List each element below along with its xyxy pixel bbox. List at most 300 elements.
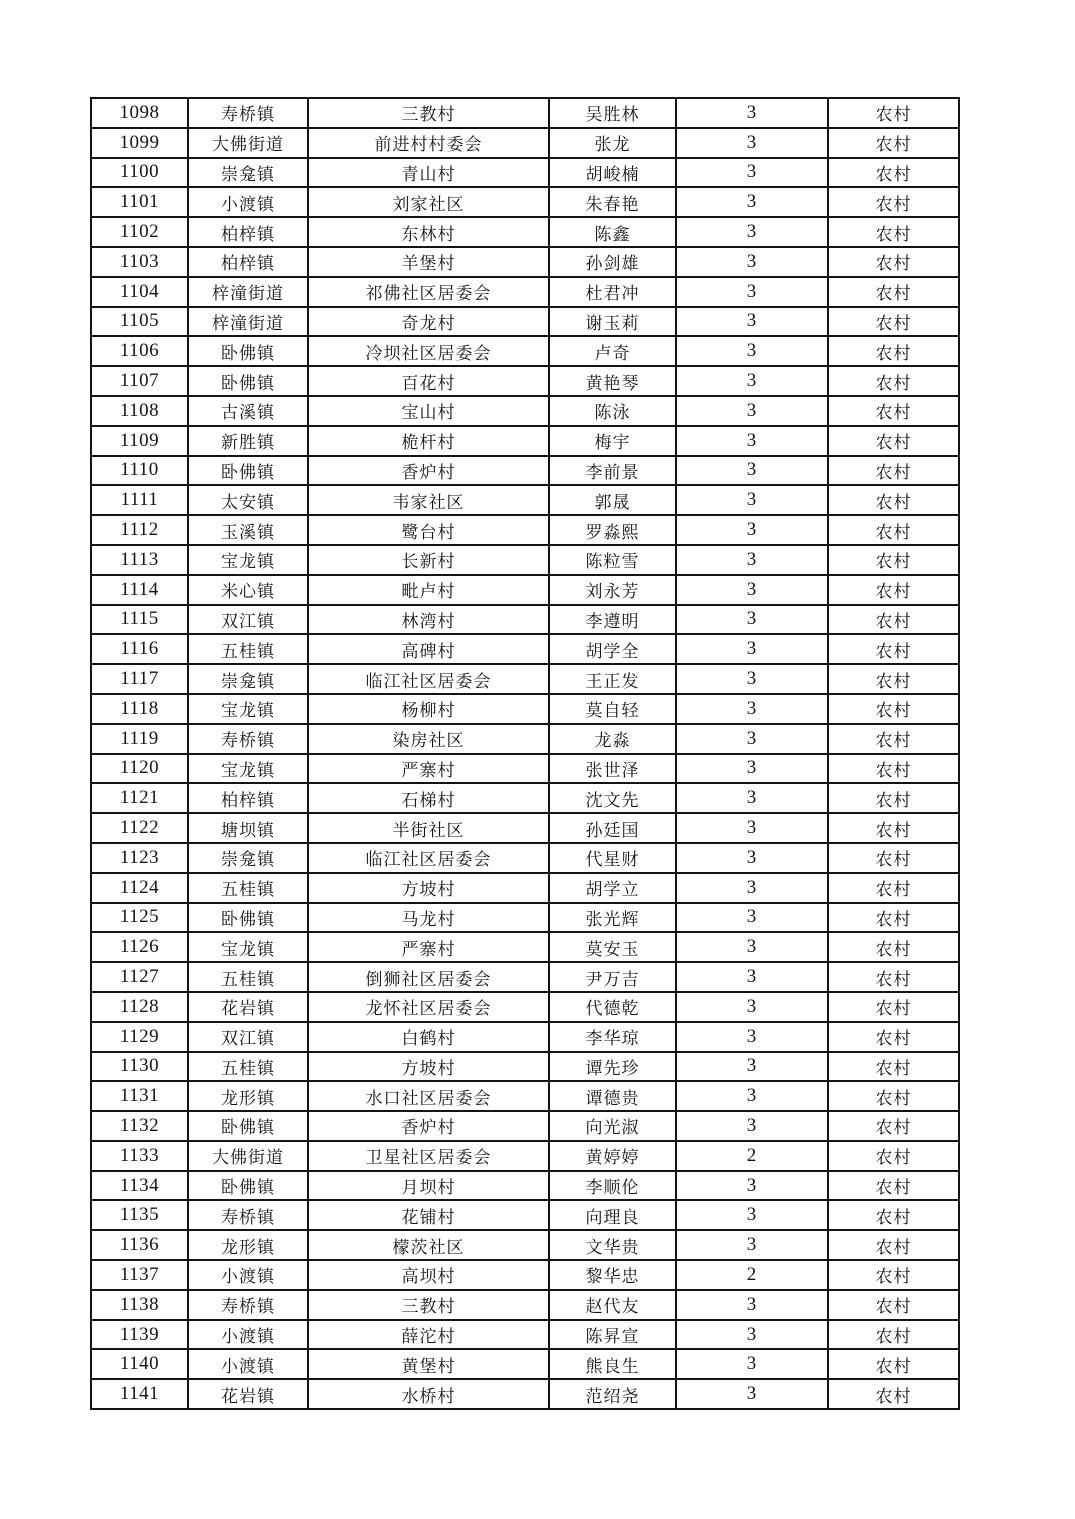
table-row: [91, 843, 959, 873]
cell-village: 薛沱村: [308, 1320, 549, 1350]
cell-area-type: 农村: [828, 128, 959, 158]
cell-area-type: 农村: [828, 783, 959, 813]
cell-village: 水桥村: [308, 1379, 549, 1409]
cell-count: 3: [676, 1379, 828, 1409]
cell-village: 冷坝社区居委会: [308, 336, 549, 366]
cell-town: 五桂镇: [188, 873, 308, 903]
table-row: [91, 962, 959, 992]
cell-person-name: 刘永芳: [549, 575, 676, 605]
cell-serial-number: 1111: [91, 485, 188, 515]
cell-village: 高坝村: [308, 1260, 549, 1290]
cell-town: 龙形镇: [188, 1081, 308, 1111]
table-row: [91, 1111, 959, 1141]
table-row: [91, 783, 959, 813]
table-row: [91, 1349, 959, 1379]
cell-serial-number: 1110: [91, 456, 188, 486]
cell-serial-number: 1135: [91, 1200, 188, 1230]
cell-area-type: 农村: [828, 485, 959, 515]
cell-count: 3: [676, 336, 828, 366]
cell-count: 3: [676, 1320, 828, 1350]
table-row: [91, 932, 959, 962]
table-row: [91, 1052, 959, 1082]
table-row: [91, 813, 959, 843]
cell-person-name: 代德乾: [549, 992, 676, 1022]
cell-count: 3: [676, 1171, 828, 1201]
cell-serial-number: 1141: [91, 1379, 188, 1409]
cell-serial-number: 1139: [91, 1320, 188, 1350]
cell-village: 水口社区居委会: [308, 1081, 549, 1111]
cell-village: 桅杆村: [308, 426, 549, 456]
cell-serial-number: 1126: [91, 932, 188, 962]
cell-area-type: 农村: [828, 366, 959, 396]
cell-town: 崇龛镇: [188, 843, 308, 873]
cell-serial-number: 1131: [91, 1081, 188, 1111]
cell-village: 龙怀社区居委会: [308, 992, 549, 1022]
cell-person-name: 文华贵: [549, 1230, 676, 1260]
cell-person-name: 罗淼熙: [549, 515, 676, 545]
cell-village: 羊堡村: [308, 247, 549, 277]
cell-count: 3: [676, 1290, 828, 1320]
table-row: [91, 98, 959, 128]
cell-person-name: 陈鑫: [549, 217, 676, 247]
cell-town: 梓潼街道: [188, 307, 308, 337]
cell-village: 青山村: [308, 158, 549, 188]
cell-area-type: 农村: [828, 903, 959, 933]
cell-count: 3: [676, 426, 828, 456]
cell-count: 3: [676, 545, 828, 575]
cell-village: 毗卢村: [308, 575, 549, 605]
cell-serial-number: 1098: [91, 98, 188, 128]
table-row: [91, 277, 959, 307]
cell-serial-number: 1099: [91, 128, 188, 158]
cell-count: 3: [676, 783, 828, 813]
cell-town: 宝龙镇: [188, 545, 308, 575]
cell-serial-number: 1127: [91, 962, 188, 992]
cell-count: 3: [676, 962, 828, 992]
cell-person-name: 胡学立: [549, 873, 676, 903]
cell-village: 祁佛社区居委会: [308, 277, 549, 307]
cell-serial-number: 1121: [91, 783, 188, 813]
cell-person-name: 黎华忠: [549, 1260, 676, 1290]
cell-village: 林湾村: [308, 605, 549, 635]
table-row: [91, 724, 959, 754]
cell-count: 3: [676, 1200, 828, 1230]
cell-town: 寿桥镇: [188, 1200, 308, 1230]
cell-count: 3: [676, 605, 828, 635]
cell-town: 古溪镇: [188, 396, 308, 426]
cell-count: 3: [676, 515, 828, 545]
cell-area-type: 农村: [828, 158, 959, 188]
cell-person-name: 谭先珍: [549, 1052, 676, 1082]
cell-count: 3: [676, 694, 828, 724]
cell-count: 3: [676, 1022, 828, 1052]
cell-count: 3: [676, 1081, 828, 1111]
cell-serial-number: 1115: [91, 605, 188, 635]
cell-village: 杨柳村: [308, 694, 549, 724]
cell-count: 3: [676, 187, 828, 217]
cell-serial-number: 1137: [91, 1260, 188, 1290]
cell-person-name: 谭德贵: [549, 1081, 676, 1111]
cell-serial-number: 1125: [91, 903, 188, 933]
cell-town: 寿桥镇: [188, 1290, 308, 1320]
cell-area-type: 农村: [828, 277, 959, 307]
table-row: [91, 873, 959, 903]
cell-town: 卧佛镇: [188, 1171, 308, 1201]
cell-village: 黄堡村: [308, 1349, 549, 1379]
cell-person-name: 吴胜林: [549, 98, 676, 128]
cell-person-name: 陈昇宣: [549, 1320, 676, 1350]
cell-area-type: 农村: [828, 605, 959, 635]
cell-village: 高碑村: [308, 634, 549, 664]
cell-count: 3: [676, 158, 828, 188]
cell-count: 3: [676, 456, 828, 486]
table-row: [91, 1171, 959, 1201]
cell-village: 三教村: [308, 98, 549, 128]
cell-serial-number: 1102: [91, 217, 188, 247]
cell-count: 3: [676, 843, 828, 873]
cell-area-type: 农村: [828, 932, 959, 962]
cell-serial-number: 1132: [91, 1111, 188, 1141]
cell-person-name: 梅宇: [549, 426, 676, 456]
cell-person-name: 朱春艳: [549, 187, 676, 217]
table-row: [91, 396, 959, 426]
cell-village: 香炉村: [308, 456, 549, 486]
cell-serial-number: 1122: [91, 813, 188, 843]
cell-town: 小渡镇: [188, 1349, 308, 1379]
cell-village: 月坝村: [308, 1171, 549, 1201]
cell-serial-number: 1106: [91, 336, 188, 366]
cell-village: 临江社区居委会: [308, 664, 549, 694]
cell-count: 3: [676, 366, 828, 396]
cell-area-type: 农村: [828, 1379, 959, 1409]
cell-town: 寿桥镇: [188, 98, 308, 128]
cell-person-name: 尹万吉: [549, 962, 676, 992]
table-row: [91, 634, 959, 664]
cell-count: 3: [676, 634, 828, 664]
table-row: [91, 605, 959, 635]
cell-person-name: 代星财: [549, 843, 676, 873]
cell-person-name: 范绍尧: [549, 1379, 676, 1409]
cell-person-name: 王正发: [549, 664, 676, 694]
table-row: [91, 217, 959, 247]
cell-person-name: 卢奇: [549, 336, 676, 366]
table-row: [91, 515, 959, 545]
cell-count: 3: [676, 247, 828, 277]
cell-town: 五桂镇: [188, 962, 308, 992]
table-row: [91, 575, 959, 605]
cell-area-type: 农村: [828, 187, 959, 217]
cell-village: 方坡村: [308, 873, 549, 903]
cell-serial-number: 1109: [91, 426, 188, 456]
cell-serial-number: 1117: [91, 664, 188, 694]
cell-area-type: 农村: [828, 634, 959, 664]
table-row: [91, 545, 959, 575]
cell-town: 双江镇: [188, 1022, 308, 1052]
cell-village: 临江社区居委会: [308, 843, 549, 873]
cell-count: 3: [676, 277, 828, 307]
cell-serial-number: 1133: [91, 1141, 188, 1171]
cell-count: 3: [676, 396, 828, 426]
cell-count: 2: [676, 1260, 828, 1290]
cell-count: 3: [676, 813, 828, 843]
cell-person-name: 陈粒雪: [549, 545, 676, 575]
table-row: [91, 1081, 959, 1111]
roster-table-body: [91, 98, 959, 1409]
cell-serial-number: 1101: [91, 187, 188, 217]
cell-count: 3: [676, 128, 828, 158]
cell-serial-number: 1136: [91, 1230, 188, 1260]
cell-town: 花岩镇: [188, 1379, 308, 1409]
cell-person-name: 孙廷国: [549, 813, 676, 843]
cell-area-type: 农村: [828, 307, 959, 337]
cell-count: 3: [676, 575, 828, 605]
cell-serial-number: 1140: [91, 1349, 188, 1379]
cell-count: 3: [676, 1349, 828, 1379]
cell-village: 白鹤村: [308, 1022, 549, 1052]
cell-town: 大佛街道: [188, 128, 308, 158]
cell-count: 3: [676, 217, 828, 247]
cell-person-name: 莫自轻: [549, 694, 676, 724]
cell-town: 寿桥镇: [188, 724, 308, 754]
cell-person-name: 赵代友: [549, 1290, 676, 1320]
cell-count: 3: [676, 754, 828, 784]
table-row: [91, 1320, 959, 1350]
cell-town: 小渡镇: [188, 187, 308, 217]
table-row: [91, 456, 959, 486]
cell-town: 玉溪镇: [188, 515, 308, 545]
cell-area-type: 农村: [828, 1290, 959, 1320]
cell-town: 宝龙镇: [188, 932, 308, 962]
cell-person-name: 胡学全: [549, 634, 676, 664]
cell-count: 3: [676, 307, 828, 337]
cell-person-name: 向理良: [549, 1200, 676, 1230]
cell-serial-number: 1113: [91, 545, 188, 575]
roster-table: [90, 97, 960, 1410]
cell-village: 宝山村: [308, 396, 549, 426]
cell-area-type: 农村: [828, 1320, 959, 1350]
cell-village: 花铺村: [308, 1200, 549, 1230]
cell-area-type: 农村: [828, 1141, 959, 1171]
cell-town: 卧佛镇: [188, 1111, 308, 1141]
cell-count: 3: [676, 873, 828, 903]
cell-serial-number: 1128: [91, 992, 188, 1022]
cell-area-type: 农村: [828, 575, 959, 605]
table-row: [91, 485, 959, 515]
cell-person-name: 陈泳: [549, 396, 676, 426]
cell-person-name: 李遵明: [549, 605, 676, 635]
cell-count: 3: [676, 485, 828, 515]
cell-area-type: 农村: [828, 396, 959, 426]
table-row: [91, 1230, 959, 1260]
cell-town: 小渡镇: [188, 1320, 308, 1350]
cell-serial-number: 1118: [91, 694, 188, 724]
cell-area-type: 农村: [828, 217, 959, 247]
cell-town: 宝龙镇: [188, 694, 308, 724]
cell-village: 半街社区: [308, 813, 549, 843]
cell-town: 卧佛镇: [188, 903, 308, 933]
cell-person-name: 龙淼: [549, 724, 676, 754]
cell-village: 奇龙村: [308, 307, 549, 337]
cell-person-name: 谢玉莉: [549, 307, 676, 337]
cell-area-type: 农村: [828, 515, 959, 545]
cell-serial-number: 1120: [91, 754, 188, 784]
cell-village: 长新村: [308, 545, 549, 575]
cell-village: 马龙村: [308, 903, 549, 933]
cell-serial-number: 1103: [91, 247, 188, 277]
cell-serial-number: 1105: [91, 307, 188, 337]
cell-count: 3: [676, 903, 828, 933]
cell-town: 梓潼街道: [188, 277, 308, 307]
cell-serial-number: 1116: [91, 634, 188, 664]
cell-person-name: 胡峻楠: [549, 158, 676, 188]
cell-town: 太安镇: [188, 485, 308, 515]
cell-village: 檬茨社区: [308, 1230, 549, 1260]
cell-town: 崇龛镇: [188, 158, 308, 188]
table-row: [91, 1141, 959, 1171]
cell-area-type: 农村: [828, 456, 959, 486]
cell-area-type: 农村: [828, 1260, 959, 1290]
cell-town: 卧佛镇: [188, 456, 308, 486]
cell-count: 3: [676, 992, 828, 1022]
cell-count: 2: [676, 1141, 828, 1171]
cell-area-type: 农村: [828, 1081, 959, 1111]
cell-town: 五桂镇: [188, 1052, 308, 1082]
cell-serial-number: 1138: [91, 1290, 188, 1320]
cell-area-type: 农村: [828, 1230, 959, 1260]
cell-village: 前进村村委会: [308, 128, 549, 158]
cell-serial-number: 1107: [91, 366, 188, 396]
cell-town: 柏梓镇: [188, 247, 308, 277]
table-row: [91, 128, 959, 158]
cell-area-type: 农村: [828, 336, 959, 366]
cell-person-name: 孙剑雄: [549, 247, 676, 277]
table-row: [91, 1379, 959, 1409]
cell-person-name: 杜君冲: [549, 277, 676, 307]
cell-village: 鹭台村: [308, 515, 549, 545]
table-row: [91, 307, 959, 337]
cell-town: 塘坝镇: [188, 813, 308, 843]
cell-village: 东林村: [308, 217, 549, 247]
table-row: [91, 336, 959, 366]
cell-person-name: 李华琼: [549, 1022, 676, 1052]
table-row: [91, 187, 959, 217]
cell-area-type: 农村: [828, 426, 959, 456]
cell-area-type: 农村: [828, 545, 959, 575]
cell-village: 严寨村: [308, 932, 549, 962]
cell-area-type: 农村: [828, 813, 959, 843]
cell-area-type: 农村: [828, 724, 959, 754]
cell-person-name: 向光淑: [549, 1111, 676, 1141]
cell-person-name: 张光辉: [549, 903, 676, 933]
cell-village: 卫星社区居委会: [308, 1141, 549, 1171]
cell-town: 大佛街道: [188, 1141, 308, 1171]
cell-serial-number: 1112: [91, 515, 188, 545]
cell-village: 石梯村: [308, 783, 549, 813]
cell-area-type: 农村: [828, 992, 959, 1022]
cell-village: 香炉村: [308, 1111, 549, 1141]
cell-serial-number: 1104: [91, 277, 188, 307]
cell-town: 卧佛镇: [188, 366, 308, 396]
cell-town: 五桂镇: [188, 634, 308, 664]
cell-count: 3: [676, 1230, 828, 1260]
cell-person-name: 黄婷婷: [549, 1141, 676, 1171]
cell-area-type: 农村: [828, 1171, 959, 1201]
cell-town: 小渡镇: [188, 1260, 308, 1290]
cell-area-type: 农村: [828, 1111, 959, 1141]
cell-serial-number: 1119: [91, 724, 188, 754]
cell-count: 3: [676, 724, 828, 754]
cell-area-type: 农村: [828, 247, 959, 277]
cell-village: 刘家社区: [308, 187, 549, 217]
cell-village: 严寨村: [308, 754, 549, 784]
cell-town: 米心镇: [188, 575, 308, 605]
table-row: [91, 664, 959, 694]
cell-town: 宝龙镇: [188, 754, 308, 784]
cell-village: 韦家社区: [308, 485, 549, 515]
table-row: [91, 903, 959, 933]
table-row: [91, 247, 959, 277]
table-row: [91, 366, 959, 396]
cell-count: 3: [676, 932, 828, 962]
cell-town: 柏梓镇: [188, 217, 308, 247]
cell-town: 龙形镇: [188, 1230, 308, 1260]
table-row: [91, 694, 959, 724]
cell-area-type: 农村: [828, 664, 959, 694]
table-row: [91, 1290, 959, 1320]
cell-area-type: 农村: [828, 694, 959, 724]
cell-town: 崇龛镇: [188, 664, 308, 694]
cell-town: 花岩镇: [188, 992, 308, 1022]
cell-count: 3: [676, 1111, 828, 1141]
cell-town: 柏梓镇: [188, 783, 308, 813]
cell-person-name: 郭晟: [549, 485, 676, 515]
cell-village: 三教村: [308, 1290, 549, 1320]
cell-person-name: 张世泽: [549, 754, 676, 784]
cell-area-type: 农村: [828, 1022, 959, 1052]
cell-person-name: 莫安玉: [549, 932, 676, 962]
cell-serial-number: 1100: [91, 158, 188, 188]
cell-town: 双江镇: [188, 605, 308, 635]
cell-village: 倒狮社区居委会: [308, 962, 549, 992]
cell-person-name: 沈文先: [549, 783, 676, 813]
cell-area-type: 农村: [828, 754, 959, 784]
cell-serial-number: 1134: [91, 1171, 188, 1201]
cell-serial-number: 1124: [91, 873, 188, 903]
table-row: [91, 992, 959, 1022]
cell-area-type: 农村: [828, 1200, 959, 1230]
table-row: [91, 426, 959, 456]
cell-area-type: 农村: [828, 1349, 959, 1379]
cell-area-type: 农村: [828, 962, 959, 992]
cell-count: 3: [676, 98, 828, 128]
cell-village: 百花村: [308, 366, 549, 396]
cell-town: 卧佛镇: [188, 336, 308, 366]
cell-count: 3: [676, 664, 828, 694]
cell-area-type: 农村: [828, 1052, 959, 1082]
cell-person-name: 李前景: [549, 456, 676, 486]
cell-village: 染房社区: [308, 724, 549, 754]
cell-person-name: 黄艳琴: [549, 366, 676, 396]
cell-count: 3: [676, 1052, 828, 1082]
table-row: [91, 754, 959, 784]
cell-area-type: 农村: [828, 873, 959, 903]
cell-serial-number: 1123: [91, 843, 188, 873]
cell-serial-number: 1130: [91, 1052, 188, 1082]
cell-area-type: 农村: [828, 843, 959, 873]
cell-serial-number: 1129: [91, 1022, 188, 1052]
table-row: [91, 1260, 959, 1290]
cell-person-name: 熊良生: [549, 1349, 676, 1379]
